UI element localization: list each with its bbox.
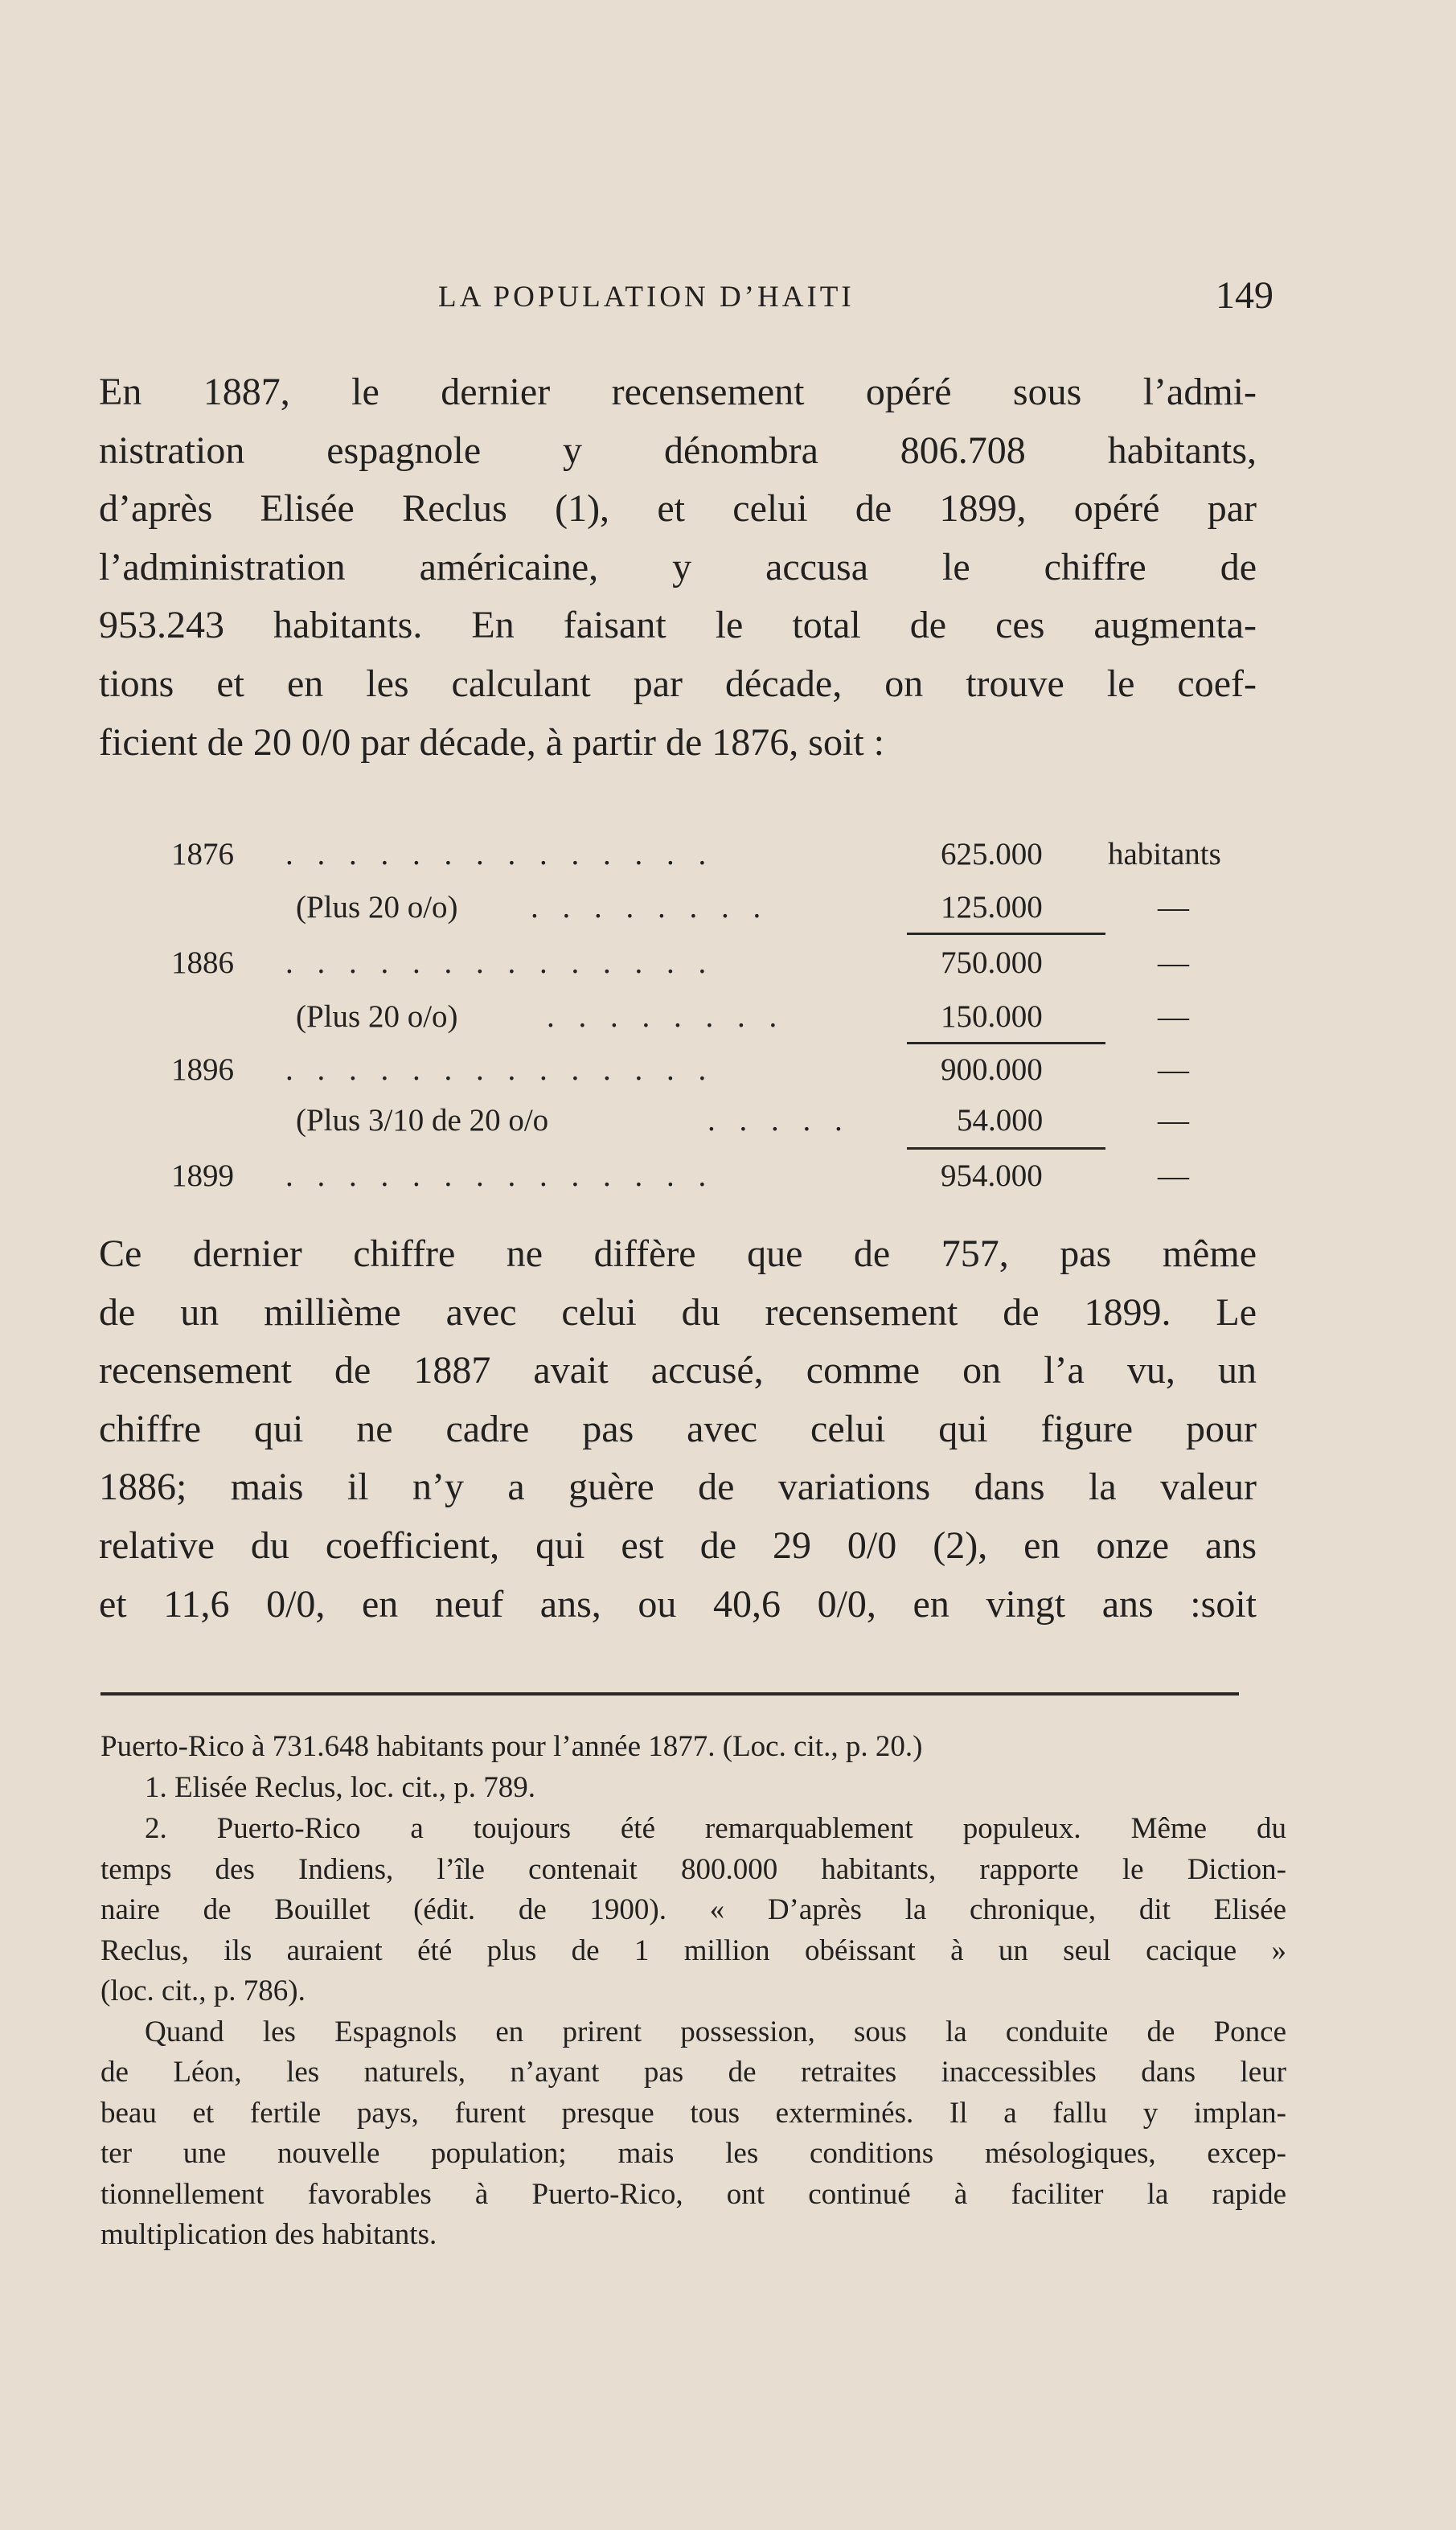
text-line: 953.243 habitants. En faisant le total de ces augmenta- — [99, 604, 1257, 647]
leader-dots: . . . . . . . . — [531, 890, 769, 925]
table-value: 900.000 — [941, 1052, 1043, 1087]
footnote-1 — [100, 1768, 1286, 1809]
text-line: chiffre qui ne cadre pas avec celui qui figure pour — [99, 1407, 1257, 1450]
text-line: et 11,6 0/0, en neuf ans, ou 40,6 0/0, en vingt ans :soit — [99, 1582, 1257, 1626]
text-line: relative du coefficient, qui est de 29 0/0 (2), en onze ans — [99, 1523, 1257, 1567]
table-year: 1886 — [171, 945, 234, 980]
text-line: Ce dernier chiffre ne diffère que de 757, pas même — [99, 1232, 1257, 1275]
table-unit: — — [1158, 890, 1189, 925]
table-unit: — — [1158, 999, 1189, 1034]
footnote-line: Reclus, ils auraient été plus de 1 million obéissant à un seul cacique » — [100, 1933, 1286, 1967]
sum-rule — [907, 933, 1105, 935]
leader-dots: . . . . . . . . . . . . . . — [285, 837, 715, 871]
leader-dots: . . . . . . . . . . . . . . — [285, 1052, 715, 1087]
table-value: 150.000 — [941, 999, 1043, 1034]
table-note: (Plus 20 o/o) — [296, 999, 458, 1034]
table-row — [0, 1052, 1456, 1100]
table-note: (Plus 3/10 de 20 o/o — [296, 1103, 549, 1138]
footnote-line: beau et fertile pays, furent presque tous exterminés. Il a fallu y implan- — [100, 2096, 1286, 2130]
footnote-line: naire de Bouillet (édit. de 1900). « D’après la chronique, dit Elisée — [100, 1893, 1286, 1926]
leader-dots: . . . . . . . . . . . . . . — [285, 1158, 715, 1193]
footnote-line: Puerto-Rico à 731.648 habitants pour l’année 1877. (Loc. cit., p. 20.) — [100, 1730, 923, 1763]
footnote-continuation — [100, 1727, 1286, 1768]
running-title: LA POPULATION D’HAITI — [438, 281, 855, 314]
table-row — [0, 836, 1456, 884]
footnote-line: temps des Indiens, l’île contenait 800.000 habitants, rapporte le Diction- — [100, 1852, 1286, 1886]
table-unit: — — [1158, 1103, 1189, 1138]
table-value: 625.000 — [941, 837, 1043, 871]
table-row — [0, 1158, 1456, 1206]
table-value: 954.000 — [941, 1158, 1043, 1193]
text-line: l’administration américaine, y accusa le chiffre de — [99, 545, 1257, 588]
footnote-line: (loc. cit., p. 786). — [100, 1974, 306, 2007]
table-unit: habitants — [1108, 837, 1221, 871]
footnote-line: Quand les Espagnols en prirent possession, sous la conduite de Ponce — [145, 2015, 1286, 2048]
page-number: 149 — [1216, 274, 1273, 317]
footnote-divider — [100, 1692, 1239, 1696]
paragraph-2 — [99, 1225, 1257, 1634]
table-unit: — — [1158, 1052, 1189, 1087]
footnote-line: multiplication des habitants. — [100, 2218, 437, 2251]
leader-dots: . . . . . . . . . . . . . . — [285, 945, 715, 980]
footnote-line: tionnellement favorables à Puerto-Rico, ont continué à faciliter la rapide — [100, 2177, 1286, 2211]
table-value: 54.000 — [957, 1103, 1044, 1138]
table-year: 1899 — [171, 1158, 234, 1193]
table-unit: — — [1158, 945, 1189, 980]
table-year: 1896 — [171, 1052, 234, 1087]
footnote-2 — [100, 1809, 1286, 2256]
text-line: nistration espagnole y dénombra 806.708 habitants, — [99, 429, 1257, 472]
leader-dots: . . . . . — [707, 1103, 851, 1138]
table-value: 750.000 — [941, 945, 1043, 980]
text-line: d’après Elisée Reclus (1), et celui de 1899, opéré par — [99, 487, 1257, 531]
text-line: En 1887, le dernier recensement opéré sous l’admi- — [99, 371, 1257, 413]
sum-rule — [907, 1147, 1105, 1150]
footnote-line: ter une nouvelle population; mais les conditions mésologiques, excep- — [100, 2137, 1286, 2170]
leader-dots: . . . . . . . . — [547, 999, 785, 1034]
text-line: de un millième avec celui du recensement de 1899. Le — [99, 1290, 1257, 1334]
text-line: tions et en les calculant par décade, on trouve le coef- — [99, 662, 1257, 705]
text-line: 1886; mais il n’y a guère de variations dans la valeur — [99, 1466, 1257, 1509]
table-row — [0, 945, 1456, 993]
paragraph-1 — [99, 363, 1257, 772]
text-line: ficient de 20 0/0 par décade, à partir de 1876, soit : — [99, 720, 884, 764]
table-value: 125.000 — [941, 890, 1043, 925]
text-line: recensement de 1887 avait accusé, comme on l’a vu, un — [99, 1349, 1257, 1392]
sum-rule — [907, 1042, 1105, 1044]
table-unit: — — [1158, 1158, 1189, 1193]
table-row — [0, 998, 1456, 1047]
table-year: 1876 — [171, 837, 234, 871]
table-row — [0, 889, 1456, 937]
footnote-line: 1. Elisée Reclus, loc. cit., p. 789. — [145, 1771, 536, 1804]
table-note: (Plus 20 o/o) — [296, 890, 458, 925]
footnote-line: de Léon, les naturels, n’ayant pas de retraites inaccessibles dans leur — [100, 2056, 1286, 2089]
footnote-line: 2. Puerto-Rico a toujours été remarquablement populeux. Même du — [145, 1812, 1286, 1845]
table-row — [0, 1102, 1456, 1150]
